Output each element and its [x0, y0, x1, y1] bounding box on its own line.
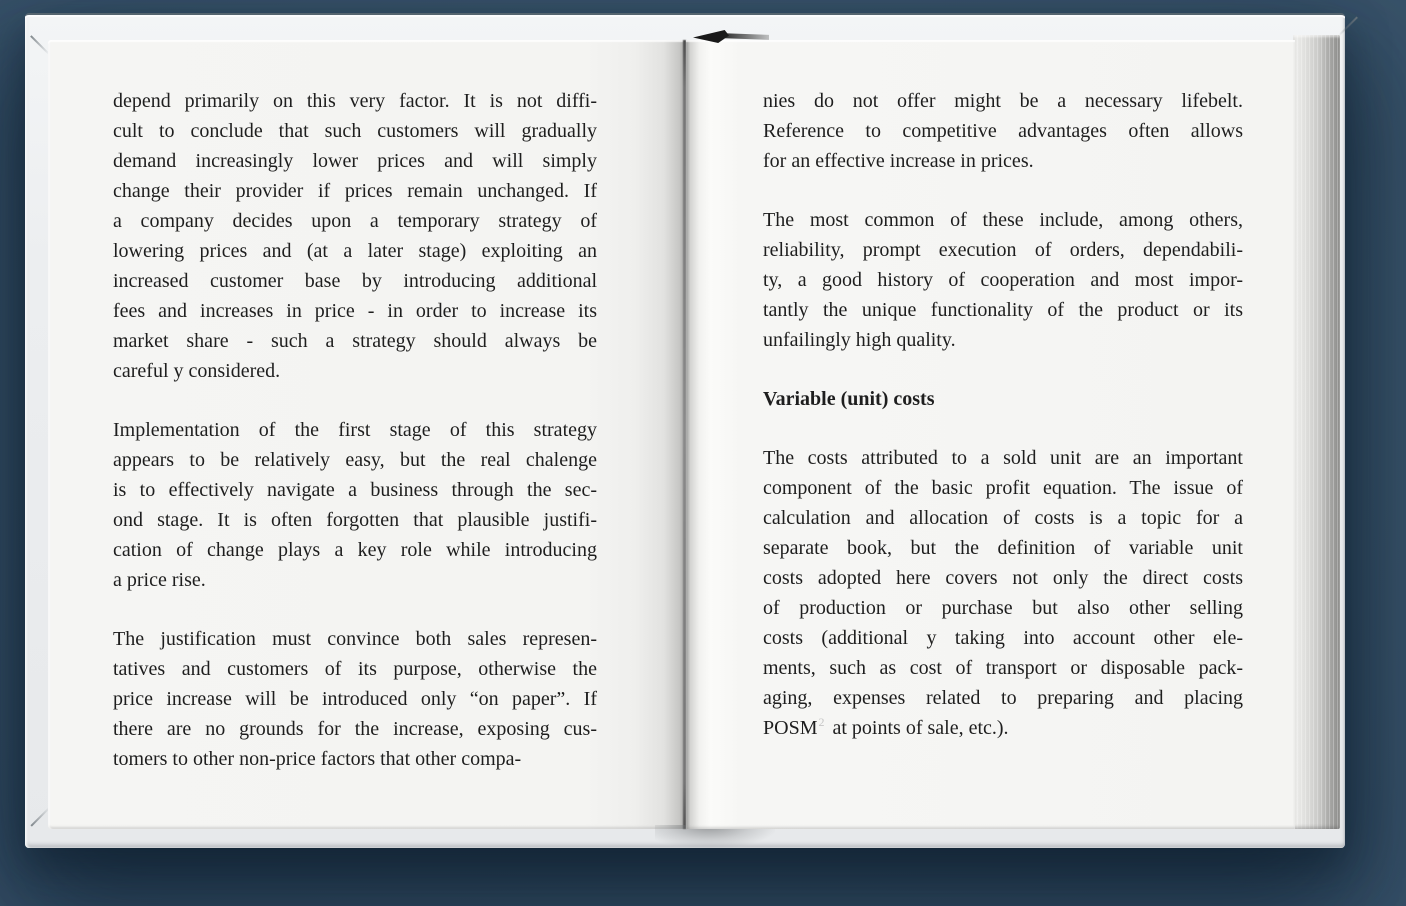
text-line: of production or purchase but also other selling: [763, 597, 1243, 619]
text-line: demand increasingly lower prices and will simply: [113, 150, 597, 172]
text-line: costs (additional y taking into account other ele-: [763, 627, 1243, 649]
bookmark-ribbon-icon: [691, 27, 771, 45]
text-line: price increase will be introduced only “on paper”. If: [113, 688, 597, 710]
text-line: tatives and customers of its purpose, otherwise the: [113, 658, 597, 680]
section-heading: Variable (unit) costs: [763, 388, 935, 410]
open-book: [25, 13, 1345, 848]
text-line: there are no grounds for the increase, exposing cus-: [113, 718, 597, 740]
paragraph: [763, 205, 1243, 355]
text-line: increased customer base by introducing additional: [113, 270, 597, 292]
text-line: POSM$^2$ at points of sale, etc.).: [763, 715, 1009, 739]
text-line: ty, a good history of cooperation and most impor-: [763, 269, 1243, 291]
right-page-text: [763, 86, 1243, 772]
text-line: The costs attributed to a sold unit are an important: [763, 447, 1243, 469]
paragraph: [113, 86, 597, 386]
text-line: tomers to other non-price factors that other compa-: [113, 748, 522, 770]
text-line: depend primarily on this very factor. It is not diffi-: [113, 90, 597, 112]
text-line: aging, expenses related to preparing and placing: [763, 687, 1243, 709]
text-line: Reference to competitive advantages often allows: [763, 120, 1243, 142]
text-line: market share - such a strategy should always be: [113, 330, 597, 352]
text-line: costs adopted here covers not only the direct costs: [763, 567, 1243, 589]
text-line: a company decides upon a temporary strategy of: [113, 210, 597, 232]
paragraph: [113, 415, 597, 595]
paragraph: [113, 624, 597, 774]
text-line: careful y considered.: [113, 360, 281, 382]
text-line: The most common of these include, among others,: [763, 209, 1243, 231]
page-stack-fore-edge: [1293, 35, 1340, 829]
text-line: unfailingly high quality.: [763, 329, 956, 351]
text-line: nies do not offer might be a necessary lifebelt.: [763, 90, 1243, 112]
text-line: The justification must convince both sales represen-: [113, 628, 597, 650]
text-line: component of the basic profit equation. The issue of: [763, 477, 1243, 499]
left-page-text: [113, 86, 597, 803]
footnote-marker: 2: [818, 715, 825, 730]
text-line: calculation and allocation of costs is a topic for a: [763, 507, 1243, 529]
left-page: [48, 40, 686, 829]
text-line: ond stage. It is often forgotten that plausible justifi-: [113, 509, 597, 531]
text-line: lowering prices and (at a later stage) exploiting an: [113, 240, 597, 262]
text-line: separate book, but the definition of variable unit: [763, 537, 1243, 559]
text-line: fees and increases in price - in order to increase its: [113, 300, 597, 322]
text-line: tantly the unique functionality of the product or its: [763, 299, 1243, 321]
text-line: cation of change plays a key role while introducing: [113, 539, 597, 561]
text-line: reliability, prompt execution of orders, dependabili-: [763, 239, 1243, 261]
bookmark-ribbon-tail: [721, 33, 769, 40]
paragraph: [763, 443, 1243, 743]
text-line: ments, such as cost of transport or disposable pack-: [763, 657, 1243, 679]
right-page: [686, 40, 1295, 829]
text-line: cult to conclude that such customers will gradually: [113, 120, 597, 142]
paragraph: [763, 86, 1243, 176]
text-line: for an effective increase in prices.: [763, 150, 1034, 172]
text-line: change their provider if prices remain unchanged. If: [113, 180, 597, 202]
text-line: a price rise.: [113, 569, 206, 591]
text-line: is to effectively navigate a business through the sec-: [113, 479, 597, 501]
text-line: appears to be relatively easy, but the real chalenge: [113, 449, 597, 471]
text-line: Implementation of the first stage of this strategy: [113, 419, 597, 441]
